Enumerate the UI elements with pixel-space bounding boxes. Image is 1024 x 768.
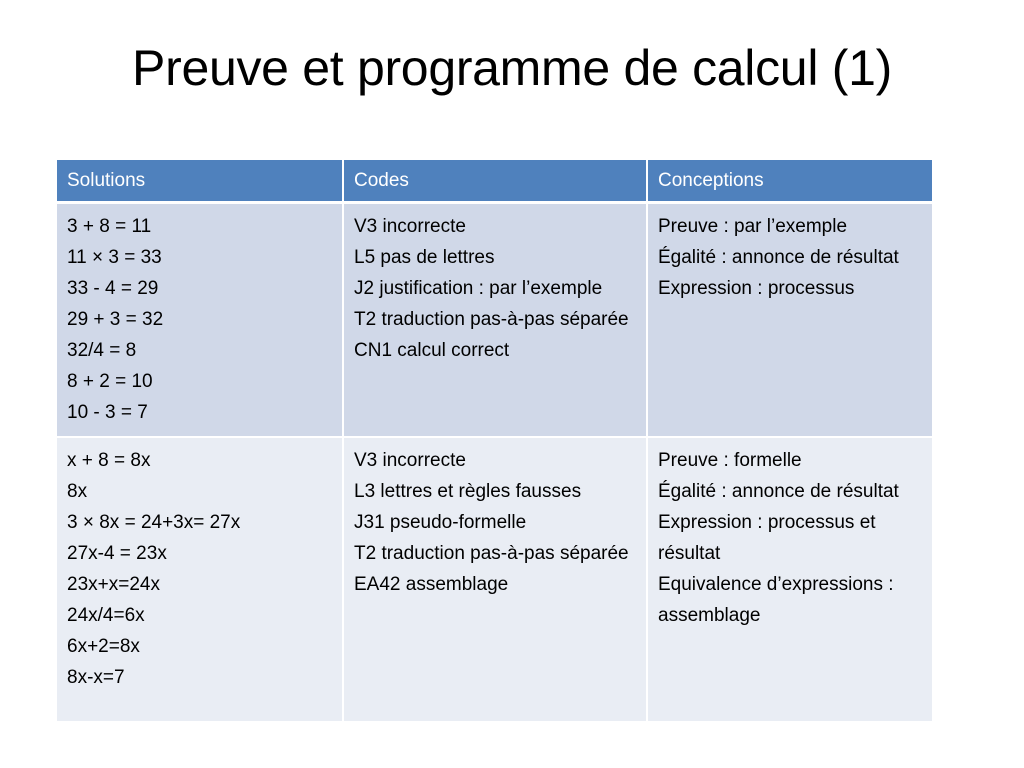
code-line: T2 traduction pas-à-pas séparée	[354, 543, 629, 564]
conception-line: Equivalence d’expressions : assemblage	[658, 574, 894, 626]
solution-line: 33 - 4 = 29	[67, 278, 159, 299]
solution-line: 32/4 = 8	[67, 340, 137, 361]
header-conceptions: Conceptions	[647, 160, 932, 203]
conception-line: Expression : processus	[658, 278, 855, 299]
cell-codes	[343, 437, 647, 722]
table-header-row	[57, 160, 932, 203]
solution-line: 3 + 8 = 11	[67, 216, 152, 237]
cell-conceptions	[647, 437, 932, 722]
solution-line: x + 8 = 8x	[67, 450, 151, 471]
slide-title: Preuve et programme de calcul (1)	[132, 40, 892, 96]
conception-line: Preuve : formelle	[658, 450, 802, 471]
code-line: EA42 assemblage	[354, 574, 509, 595]
code-line: V3 incorrecte	[354, 216, 466, 237]
table-row	[57, 203, 932, 438]
solution-line: 27x-4 = 23x	[67, 543, 167, 564]
solution-line: 24x/4=6x	[67, 605, 145, 626]
solution-line: 3 × 8x = 24+3x= 27x	[67, 512, 241, 533]
solution-line: 8x	[67, 481, 88, 502]
code-line: L3 lettres et règles fausses	[354, 481, 582, 502]
conception-line: Expression : processus et résultat	[658, 512, 876, 564]
solution-line: 8x-x=7	[67, 667, 125, 688]
solution-line: 8 + 2 = 10	[67, 371, 153, 392]
code-line: L5 pas de lettres	[354, 247, 495, 268]
cell-solutions	[57, 203, 343, 438]
solution-line: 11 × 3 = 33	[67, 247, 162, 268]
code-line: V3 incorrecte	[354, 450, 466, 471]
code-line: J31 pseudo-formelle	[354, 512, 527, 533]
conception-line: Égalité : annonce de résultat	[658, 481, 899, 502]
solution-line: 6x+2=8x	[67, 636, 140, 657]
code-line: CN1 calcul correct	[354, 340, 510, 361]
code-line: T2 traduction pas-à-pas séparée	[354, 309, 629, 330]
cell-solutions	[57, 437, 343, 722]
solutions-table	[57, 160, 932, 723]
solution-line: 23x+x=24x	[67, 574, 160, 595]
table-container	[57, 160, 932, 723]
header-solutions: Solutions	[57, 160, 343, 203]
code-line: J2 justification : par l’exemple	[354, 278, 603, 299]
header-codes: Codes	[343, 160, 647, 203]
conception-line: Preuve : par l’exemple	[658, 216, 848, 237]
solution-line: 29 + 3 = 32	[67, 309, 164, 330]
conception-line: Égalité : annonce de résultat	[658, 247, 899, 268]
table-row	[57, 437, 932, 722]
cell-conceptions	[647, 203, 932, 438]
cell-codes	[343, 203, 647, 438]
solution-line: 10 - 3 = 7	[67, 402, 148, 423]
